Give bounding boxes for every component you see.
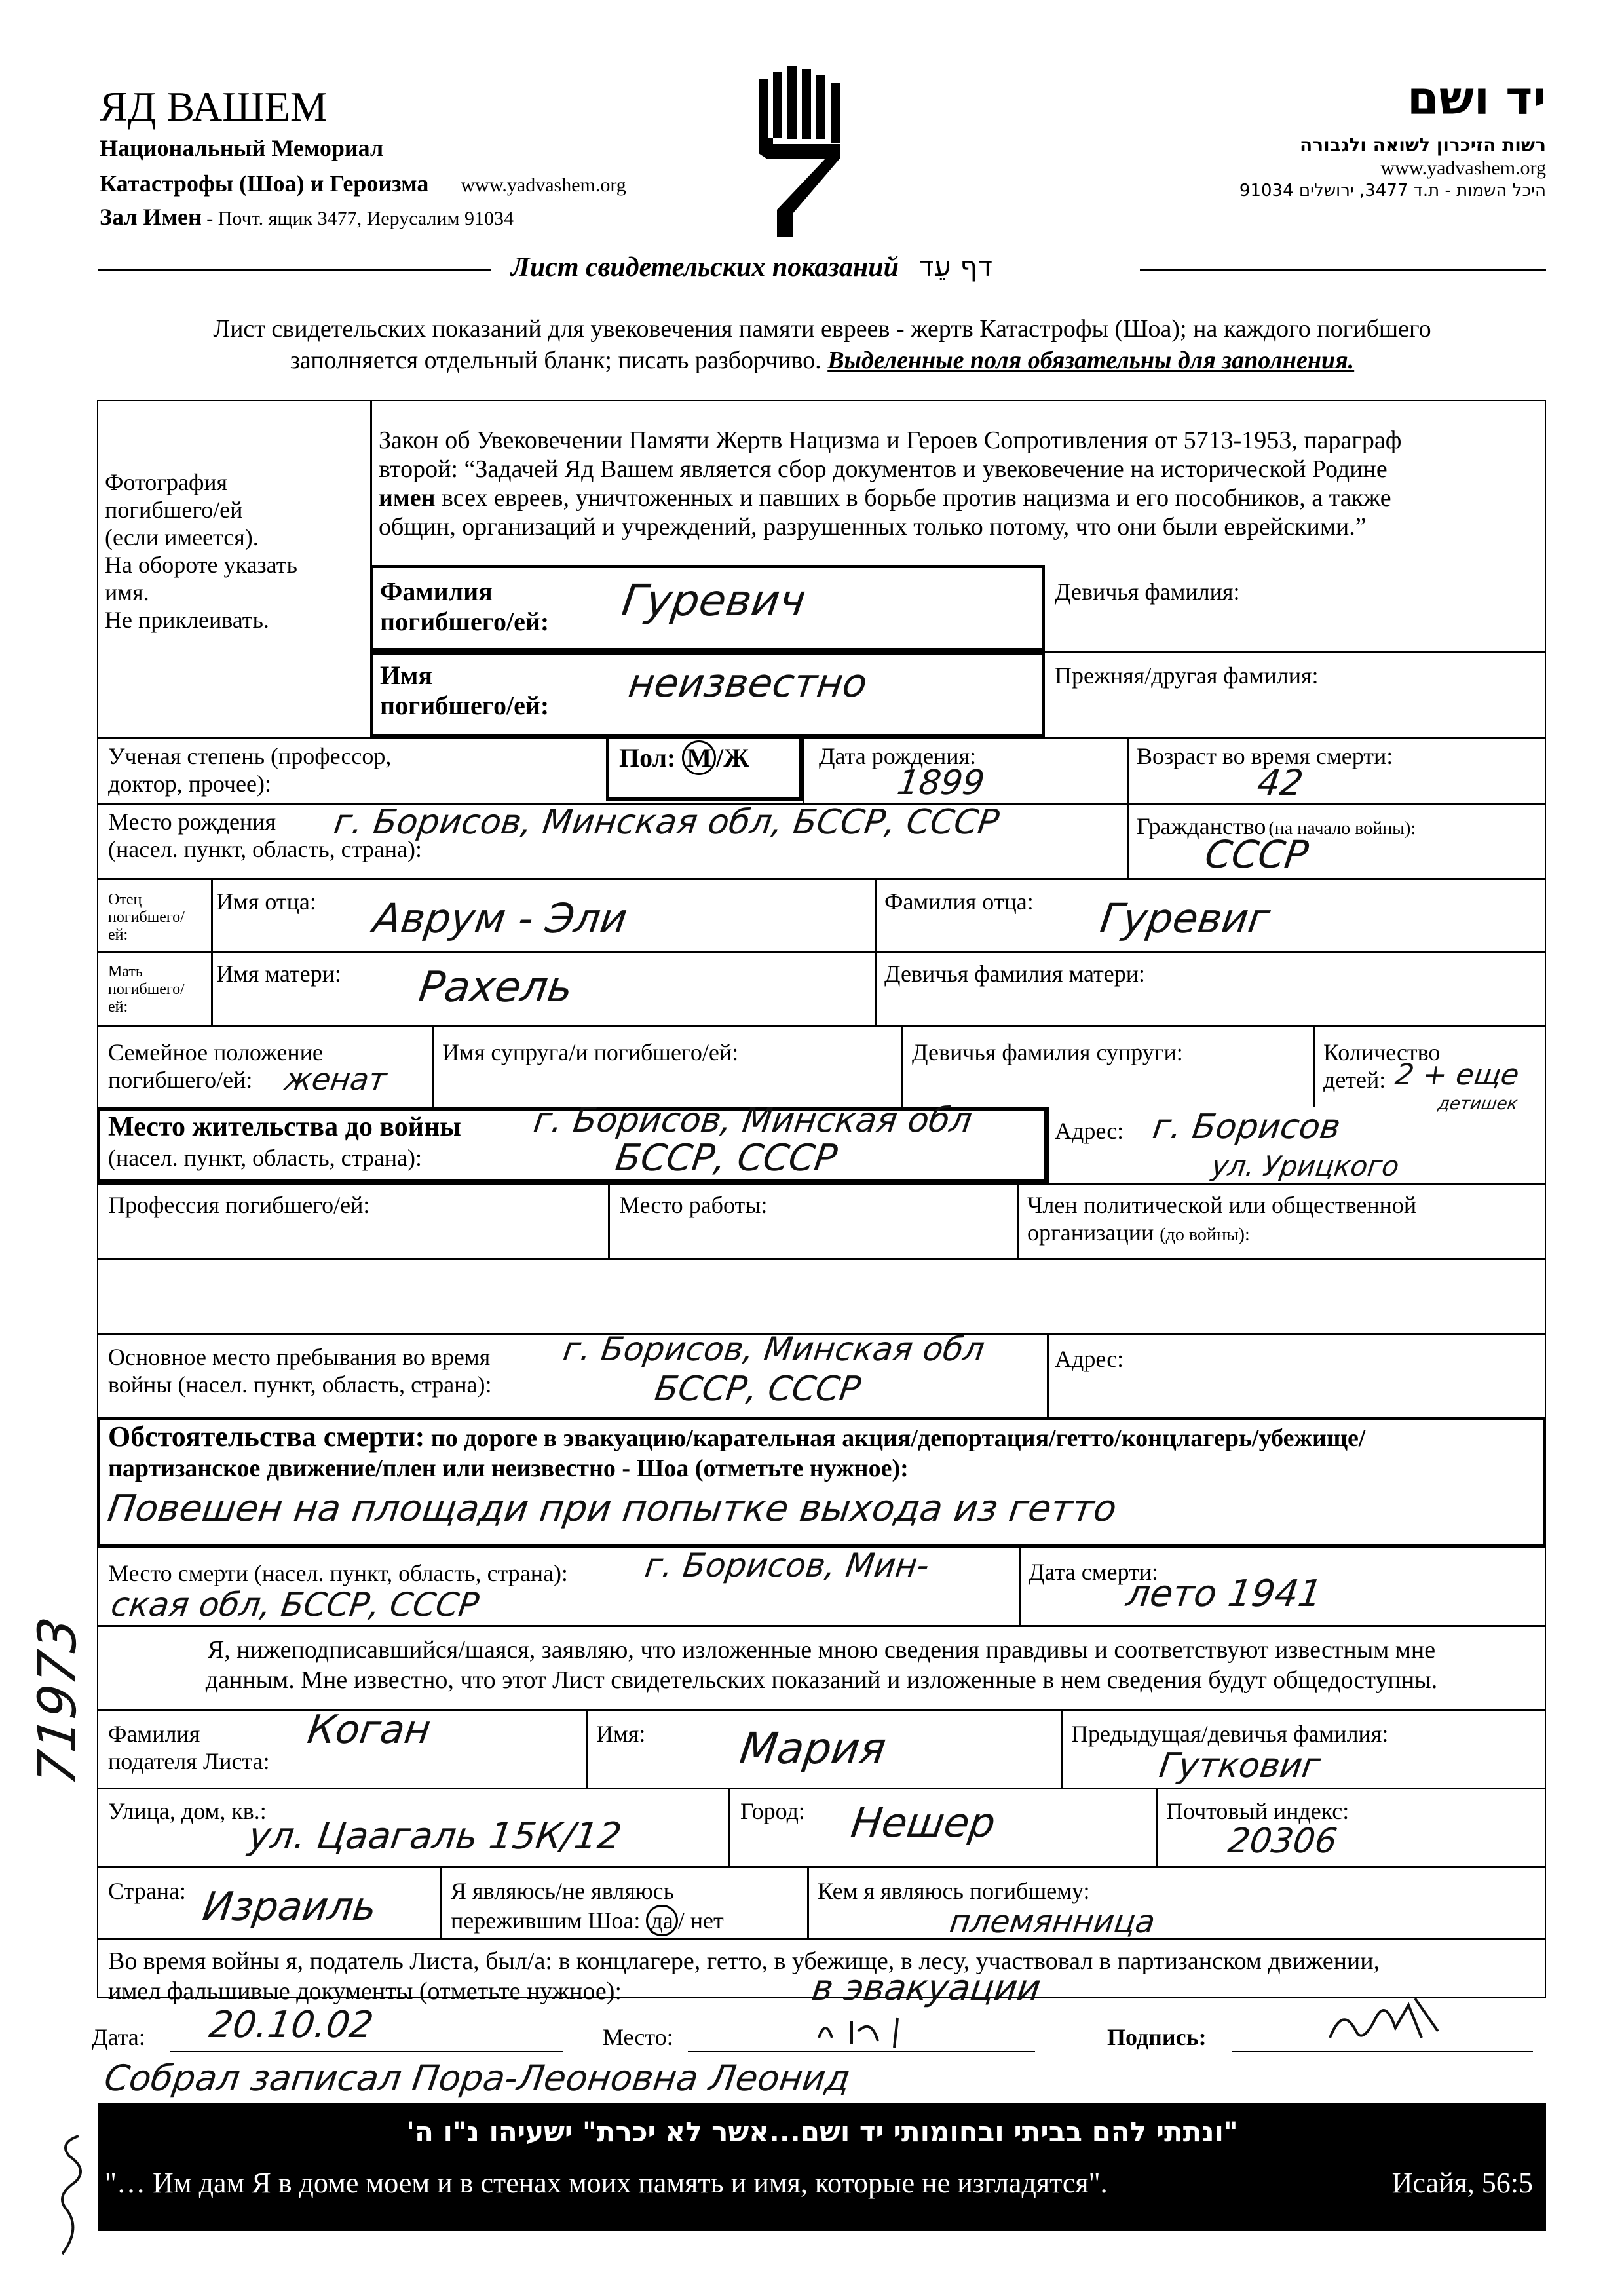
side-scribble — [49, 2130, 95, 2264]
row-rule-6 — [97, 1183, 1546, 1185]
residence-value-1[interactable]: г. Борисов, Минская обл — [531, 1101, 975, 1140]
spouse-maiden-divider — [901, 1025, 903, 1107]
war-activities-label[interactable]: Во время войны я, податель Листа, был/а: в концлагере, гетто, в убежище, в лесу, участвовал в партизанском движении, имел фальшивые документы (отметьте нужное): — [108, 1947, 1380, 2005]
surname-label[interactable]: Фамилия погибшего/ей: — [380, 577, 550, 636]
age-divider — [1127, 737, 1129, 803]
submitter-surname-label[interactable]: Фамилия подателя Листа: — [108, 1721, 270, 1774]
member-label[interactable]: Член политической или общественной организации (до войны): — [1027, 1192, 1417, 1246]
row-rule-1 — [97, 737, 1546, 739]
birth-divider — [803, 737, 804, 803]
footer-band — [98, 2103, 1546, 2231]
children-value-2: детишек — [1436, 1094, 1519, 1114]
sex-f-option[interactable]: Ж — [723, 743, 749, 773]
father-name-value[interactable]: Аврум - Эли — [369, 894, 630, 942]
workplace-divider — [608, 1183, 610, 1258]
survivor-no-option[interactable]: / нет — [677, 1907, 724, 1934]
title-rule-right — [1140, 269, 1546, 271]
birthplace-label[interactable]: Место рождения (насел. пункт, область, страна): — [108, 809, 423, 862]
street-value[interactable]: ул. Цаагаль 15К/12 — [246, 1815, 624, 1858]
survivor-divider — [440, 1866, 442, 1938]
wartime-value-2[interactable]: БССР, СССР — [652, 1369, 863, 1409]
row-rule-9 — [97, 1625, 1546, 1627]
declaration: Я, нижеподписавшийся/шаяся, заявляю, что изложенные мною сведения правдивы и соответствуют известным мне данным. Мне известно, что этот Лист свидетельских показаний и изложенные в нем сведения будут общедоступны. — [205, 1636, 1438, 1694]
workplace-label[interactable]: Место работы: — [619, 1192, 768, 1218]
zip-label[interactable]: Почтовый индекс: — [1166, 1798, 1350, 1824]
former-label[interactable]: Прежняя/другая фамилия: — [1055, 662, 1319, 689]
he-line1: רשות הזיכרון לשואה ולגבורה — [1300, 134, 1546, 156]
marital-label[interactable]: Семейное положение погибшего/ей: — [108, 1039, 323, 1093]
title-rule-left — [98, 269, 491, 271]
citizenship-value[interactable]: СССР — [1202, 832, 1312, 877]
country-value[interactable]: Израиль — [200, 1884, 380, 1930]
city-value[interactable]: Нешер — [848, 1799, 999, 1846]
signature-label[interactable]: Подпись: — [1107, 2024, 1207, 2050]
russian-header — [100, 84, 755, 233]
wartime-value-1[interactable]: г. Борисов, Минская обл — [560, 1330, 987, 1368]
zip-value[interactable]: 20306 — [1225, 1822, 1340, 1861]
date-label[interactable]: Дата: — [92, 2024, 145, 2050]
wartime-address-label[interactable]: Адрес: — [1055, 1346, 1124, 1372]
relation-label[interactable]: Кем я являюсь погибшему: — [818, 1878, 1090, 1904]
spouse-divider — [432, 1025, 434, 1107]
death-date-divider — [1019, 1548, 1021, 1625]
name-label[interactable]: Имя погибшего/ей: — [380, 660, 550, 720]
citizenship-divider — [1127, 803, 1129, 878]
side-number: 71973 — [26, 1613, 88, 1789]
age-value[interactable]: 42 — [1255, 762, 1306, 803]
father-side-label: Отец погибшего/ ей: — [108, 891, 185, 944]
footer-he-quote: "ונתתי להם בביתי ובחומותי יד ושם...אשר לא יכרת" ישעיהו נ"ו ה' — [406, 2116, 1238, 2148]
date-line — [170, 2051, 563, 2052]
name-value[interactable]: неизвестно — [626, 660, 871, 706]
address-value-2[interactable]: ул. Урицкого — [1209, 1150, 1401, 1182]
intro-text: Лист свидетельских показаний для увековечения памяти евреев - жертв Катастрофы (Шоа); на каждого погибшего заполняется отдельный бланк; писать разборчиво. Выделенные поля обязательны для заполнения. — [213, 315, 1431, 374]
he-url: www.yadvashem.org — [1380, 157, 1546, 179]
address-value-1[interactable]: г. Борисов — [1150, 1107, 1343, 1147]
photo-instructions: Фотография погибшего/ей (если имеется). На обороте указать имя. Не приклеивать. — [105, 469, 297, 633]
death-place-value-2[interactable]: ская обл, БССР, СССР — [108, 1586, 482, 1624]
row-rule-4 — [97, 951, 1546, 953]
birthplace-value[interactable]: г. Борисов, Минская обл, БССР, СССР — [331, 803, 1002, 842]
father-surname-value[interactable]: Гуревиг — [1097, 894, 1274, 942]
ru-line3-rest: - Почт. ящик 3477, Иерусалим 91034 — [201, 208, 514, 229]
children-label[interactable]: Количество детей: — [1323, 1039, 1441, 1093]
residence-value-2[interactable]: БССР, СССР — [613, 1137, 840, 1179]
residence-label[interactable]: Место жительства до войны (насел. пункт, область, страна): — [108, 1112, 461, 1171]
birth-label[interactable]: Дата рождения: — [819, 743, 977, 769]
city-label[interactable]: Город: — [740, 1798, 805, 1824]
mother-maiden-label[interactable]: Девичья фамилия матери: — [884, 961, 1146, 987]
street-label[interactable]: Улица, дом, кв.: — [108, 1798, 267, 1824]
sex-m-option[interactable]: М — [682, 740, 716, 775]
hebrew-header — [1114, 72, 1546, 202]
collected-note: Собрал записал Пора-Леоновна Леонид — [102, 2057, 853, 2099]
profession-label[interactable]: Профессия погибшего/ей: — [108, 1192, 370, 1218]
row-rule-5 — [97, 1025, 1546, 1027]
father-surname-label[interactable]: Фамилия отца: — [884, 889, 1034, 915]
death-circ-label[interactable]: Обстоятельства смерти: по дороге в эвакуацию/карательная акция/депортация/гетто/концлагерь/убежище/ партизанское движение/плен или неизвестно - Шоа (отметьте нужное): — [108, 1421, 1366, 1482]
submitter-name-divider — [586, 1709, 588, 1788]
row-rule-7 — [97, 1258, 1546, 1260]
sex-field[interactable]: Пол: М /Ж — [619, 740, 749, 775]
footer-ru-ref: Исайя, 56:5 — [1391, 2167, 1533, 2199]
war-activities-value[interactable]: в эвакуации — [809, 1967, 1044, 2008]
signature — [1323, 1992, 1441, 2054]
city-divider — [728, 1788, 730, 1866]
row-rule-11 — [97, 1788, 1546, 1789]
he-line3: היכל השמות - ת.ד 3477, ירושלים 91034 — [1239, 181, 1546, 201]
form-title-he: דף עֵד — [918, 250, 993, 282]
relation-value[interactable]: племянница — [947, 1903, 1158, 1940]
maiden-rule — [1045, 651, 1546, 653]
submitter-surname-value[interactable]: Коган — [305, 1707, 434, 1753]
children-value[interactable]: 2 + еще — [1393, 1058, 1522, 1092]
footer-ru-line — [98, 2164, 1546, 2203]
mother-side-label: Мать погибшего/ ей: — [108, 963, 185, 1016]
submitter-prev-divider — [1061, 1709, 1063, 1788]
father-surname-divider — [875, 878, 877, 951]
mother-name-label[interactable]: Имя матери: — [216, 961, 341, 987]
father-name-label[interactable]: Имя отца: — [216, 889, 316, 915]
children-divider — [1313, 1025, 1315, 1107]
submitter-name-value[interactable]: Мария — [736, 1723, 890, 1774]
country-label[interactable]: Страна: — [108, 1878, 186, 1904]
degree-label[interactable]: Ученая степень (профессор, доктор, прочее): — [108, 743, 392, 797]
footer-ru-quote: "… Им дам Я в доме моем и в стенах моих память и имя, которые не изгладятся". — [105, 2167, 1108, 2199]
submitter-name-label[interactable]: Имя: — [596, 1721, 646, 1747]
ru-line3-bold: Зал Имен — [100, 204, 202, 230]
maiden-label[interactable]: Девичья фамилия: — [1055, 579, 1240, 605]
relation-divider — [807, 1866, 809, 1938]
ru-title: ЯД ВАШЕМ — [100, 83, 328, 130]
law-text: Закон об Увековечении Памяти Жертв Нацизма и Героев Сопротивления от 5713-1953, параграф второй: “Задачей Яд Вашем является сбор документов и увековечение на исторической Родине имен всех евреев, уничтоженных и павших в борьбе против нацизма и его пособников, а также общин, организаций и учреждений, разрушенных только потому, что они были еврейскими.” — [379, 427, 1402, 541]
submitter-prev-label[interactable]: Предыдущая/девичья фамилия: — [1071, 1721, 1389, 1747]
place-scribble — [812, 2012, 930, 2054]
citizenship-label[interactable]: Гражданство (на начало войны): — [1137, 813, 1416, 839]
marital-value[interactable]: женат — [282, 1061, 389, 1097]
wartime-label[interactable]: Основное место пребывания во время войны (насел. пункт, область, страна): — [108, 1344, 492, 1398]
zip-divider — [1156, 1788, 1158, 1866]
survivor-label[interactable]: Я являюсь/не являюсь пережившим Шоа: да / нет — [451, 1877, 724, 1936]
ru-line2: Катастрофы (Шоа) и Героизма — [100, 170, 429, 197]
birth-value[interactable]: 1899 — [894, 763, 987, 803]
death-date-label[interactable]: Дата смерти: — [1029, 1559, 1159, 1585]
mother-maiden-divider — [875, 951, 877, 1025]
death-date-value[interactable]: лето 1941 — [1124, 1573, 1325, 1615]
he-title: יד ושם — [1407, 71, 1546, 125]
intro-emph: Выделенные поля обязательны для заполнения. — [827, 347, 1355, 374]
address-label[interactable]: Адрес: — [1055, 1118, 1124, 1144]
ru-line1: Национальный Мемориал — [100, 135, 384, 161]
spouse-name-label[interactable]: Имя супруга/и погибшего/ей: — [442, 1039, 739, 1065]
row-rule-13 — [97, 1938, 1546, 1940]
death-place-value-1[interactable]: г. Борисов, Мин- — [642, 1546, 932, 1584]
date-value[interactable]: 20.10.02 — [206, 2004, 376, 2046]
submitter-prev-value[interactable]: Гутковиг — [1156, 1746, 1323, 1786]
survivor-yes-option[interactable]: да — [646, 1905, 677, 1936]
member-divider — [1017, 1183, 1019, 1258]
wartime-address-divider — [1047, 1333, 1049, 1419]
mother-name-value[interactable]: Рахель — [415, 963, 576, 1012]
form-title: Лист свидетельских показаний דף עֵד — [511, 250, 993, 282]
death-place-label[interactable]: Место смерти (насел. пункт, область, страна): — [108, 1560, 568, 1586]
row-rule-3 — [97, 878, 1546, 880]
spouse-maiden-label[interactable]: Девичья фамилия супруги: — [912, 1039, 1183, 1065]
surname-value[interactable]: Гуревич — [618, 575, 809, 626]
death-circ-value[interactable]: Повешен на площади при попытке выхода из гетто — [105, 1487, 1120, 1530]
yad-vashem-logo — [753, 66, 845, 242]
ru-url: www.yadvashem.org — [461, 174, 626, 196]
address-divider — [1047, 1107, 1049, 1183]
place-label[interactable]: Место: — [603, 2024, 673, 2050]
row-rule-12 — [97, 1866, 1546, 1868]
age-label[interactable]: Возраст во время смерти: — [1137, 743, 1393, 769]
